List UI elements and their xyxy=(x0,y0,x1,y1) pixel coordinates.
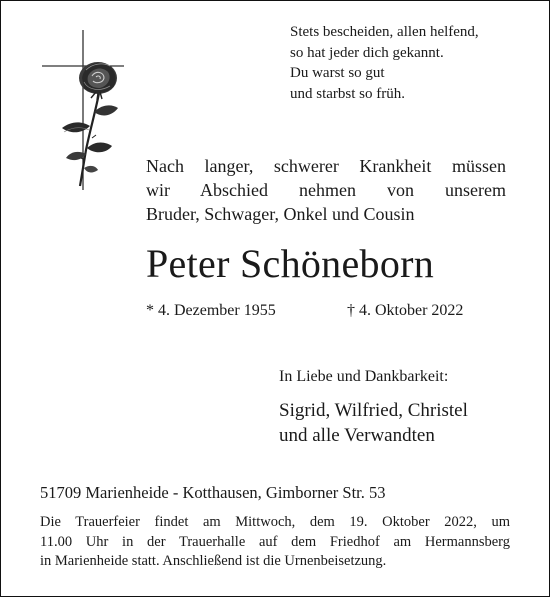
poem-line: so hat jeder dich gekannt. xyxy=(290,44,444,61)
birth-date: * 4. Dezember 1955 xyxy=(146,302,276,319)
intro-line: Bruder, Schwager, Onkel und Cousin xyxy=(146,204,415,224)
address: 51709 Marienheide - Kotthausen, Gimborner Str. 53 xyxy=(40,483,386,502)
funeral-line: in Marienheide statt. Anschließend ist die Urnenbeisetzung. xyxy=(40,553,387,569)
funeral-info xyxy=(40,513,510,572)
death-date: † 4. Oktober 2022 xyxy=(347,302,464,319)
intro-line: Nach langer, schwerer Krankheit müssen xyxy=(146,156,506,176)
mourners-intro: In Liebe und Dankbarkeit: xyxy=(279,368,449,385)
funeral-line: Die Trauerfeier findet am Mittwoch, dem 19. Oktober 2022, um xyxy=(40,514,510,530)
poem-line: und starbst so früh. xyxy=(290,85,405,102)
poem xyxy=(290,22,530,104)
mourners-names xyxy=(279,398,468,448)
funeral-line: 11.00 Uhr in der Trauerhalle auf dem Friedhof am Hermannsberg xyxy=(40,533,510,550)
cross-with-rose-icon xyxy=(40,30,126,192)
poem-line: Du warst so gut xyxy=(290,65,385,81)
mourners-line: und alle Verwandten xyxy=(279,425,435,446)
intro-line: wir Abschied nehmen von unserem xyxy=(146,180,506,200)
poem-line: Stets bescheiden, allen helfend, xyxy=(290,24,479,40)
deceased-name: Peter Schöneborn xyxy=(146,241,435,286)
intro-text xyxy=(146,154,506,226)
mourners-line: Sigrid, Wilfried, Christel xyxy=(279,400,468,421)
